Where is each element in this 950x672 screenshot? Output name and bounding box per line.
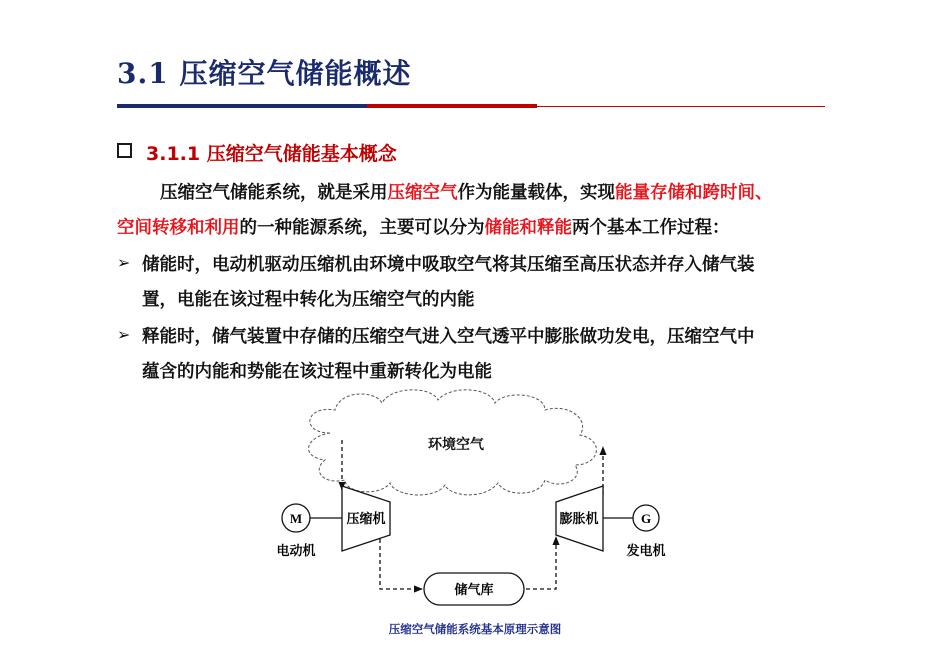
- bullet-2-line-1: 释能时，储气装置中存储的压缩空气进入空气透平中膨胀做功发电，压缩空气中: [142, 327, 755, 347]
- compressor-label: 压缩机: [346, 511, 386, 526]
- section-heading-text: 3.1.1 压缩空气储能基本概念: [146, 143, 397, 165]
- intro-highlight: 能量存储和跨时间、: [615, 183, 773, 203]
- motor-letter: M: [289, 511, 303, 526]
- intro-text: 压缩空气储能系统，就是采用: [160, 183, 388, 203]
- intro-highlight: 空间转移和利用: [117, 218, 240, 238]
- square-bullet-icon: [117, 143, 132, 158]
- intro-highlight: 压缩空气: [387, 183, 458, 203]
- title-divider-thin: [530, 106, 825, 107]
- diagram-caption: 压缩空气储能系统基本原理示意图: [388, 622, 562, 636]
- storage-label: 储气库: [454, 582, 494, 597]
- arrow-bullet-icon: ➢: [117, 253, 131, 272]
- section-heading: [117, 139, 397, 166]
- motor-label: 电动机: [276, 543, 316, 558]
- generator-label: 发电机: [626, 543, 666, 558]
- intro-line-1: [160, 179, 773, 204]
- discharge-flow-arrow: [526, 537, 556, 589]
- arrow-bullet-icon: ➢: [117, 325, 131, 344]
- bullet-1-line-1: 储能时，电动机驱动压缩机由环境中吸取空气将其压缩至高压状态并存入储气装: [142, 255, 755, 275]
- intro-line-2: [117, 214, 730, 239]
- generator-letter: G: [640, 511, 652, 526]
- intro-text: 作为能量载体，实现: [457, 183, 615, 203]
- page-title: 3.1 压缩空气储能概述: [117, 57, 412, 90]
- bullet-1-line-2: 置，电能在该过程中转化为压缩空气的内能: [142, 290, 475, 310]
- intro-text: 两个基本工作过程：: [572, 218, 730, 238]
- ambient-air-label: 环境空气: [428, 438, 484, 453]
- caes-diagram: [260, 385, 666, 615]
- bullet-2-line-2: 蕴含的内能和势能在该过程中重新转化为电能: [142, 362, 492, 382]
- intro-highlight: 储能和释能: [484, 218, 572, 238]
- intro-text: 的一种能源系统，主要可以分为: [239, 218, 485, 238]
- expander-label: 膨胀机: [559, 511, 599, 526]
- charge-flow-arrow: [380, 539, 422, 589]
- title-divider: [117, 104, 537, 107]
